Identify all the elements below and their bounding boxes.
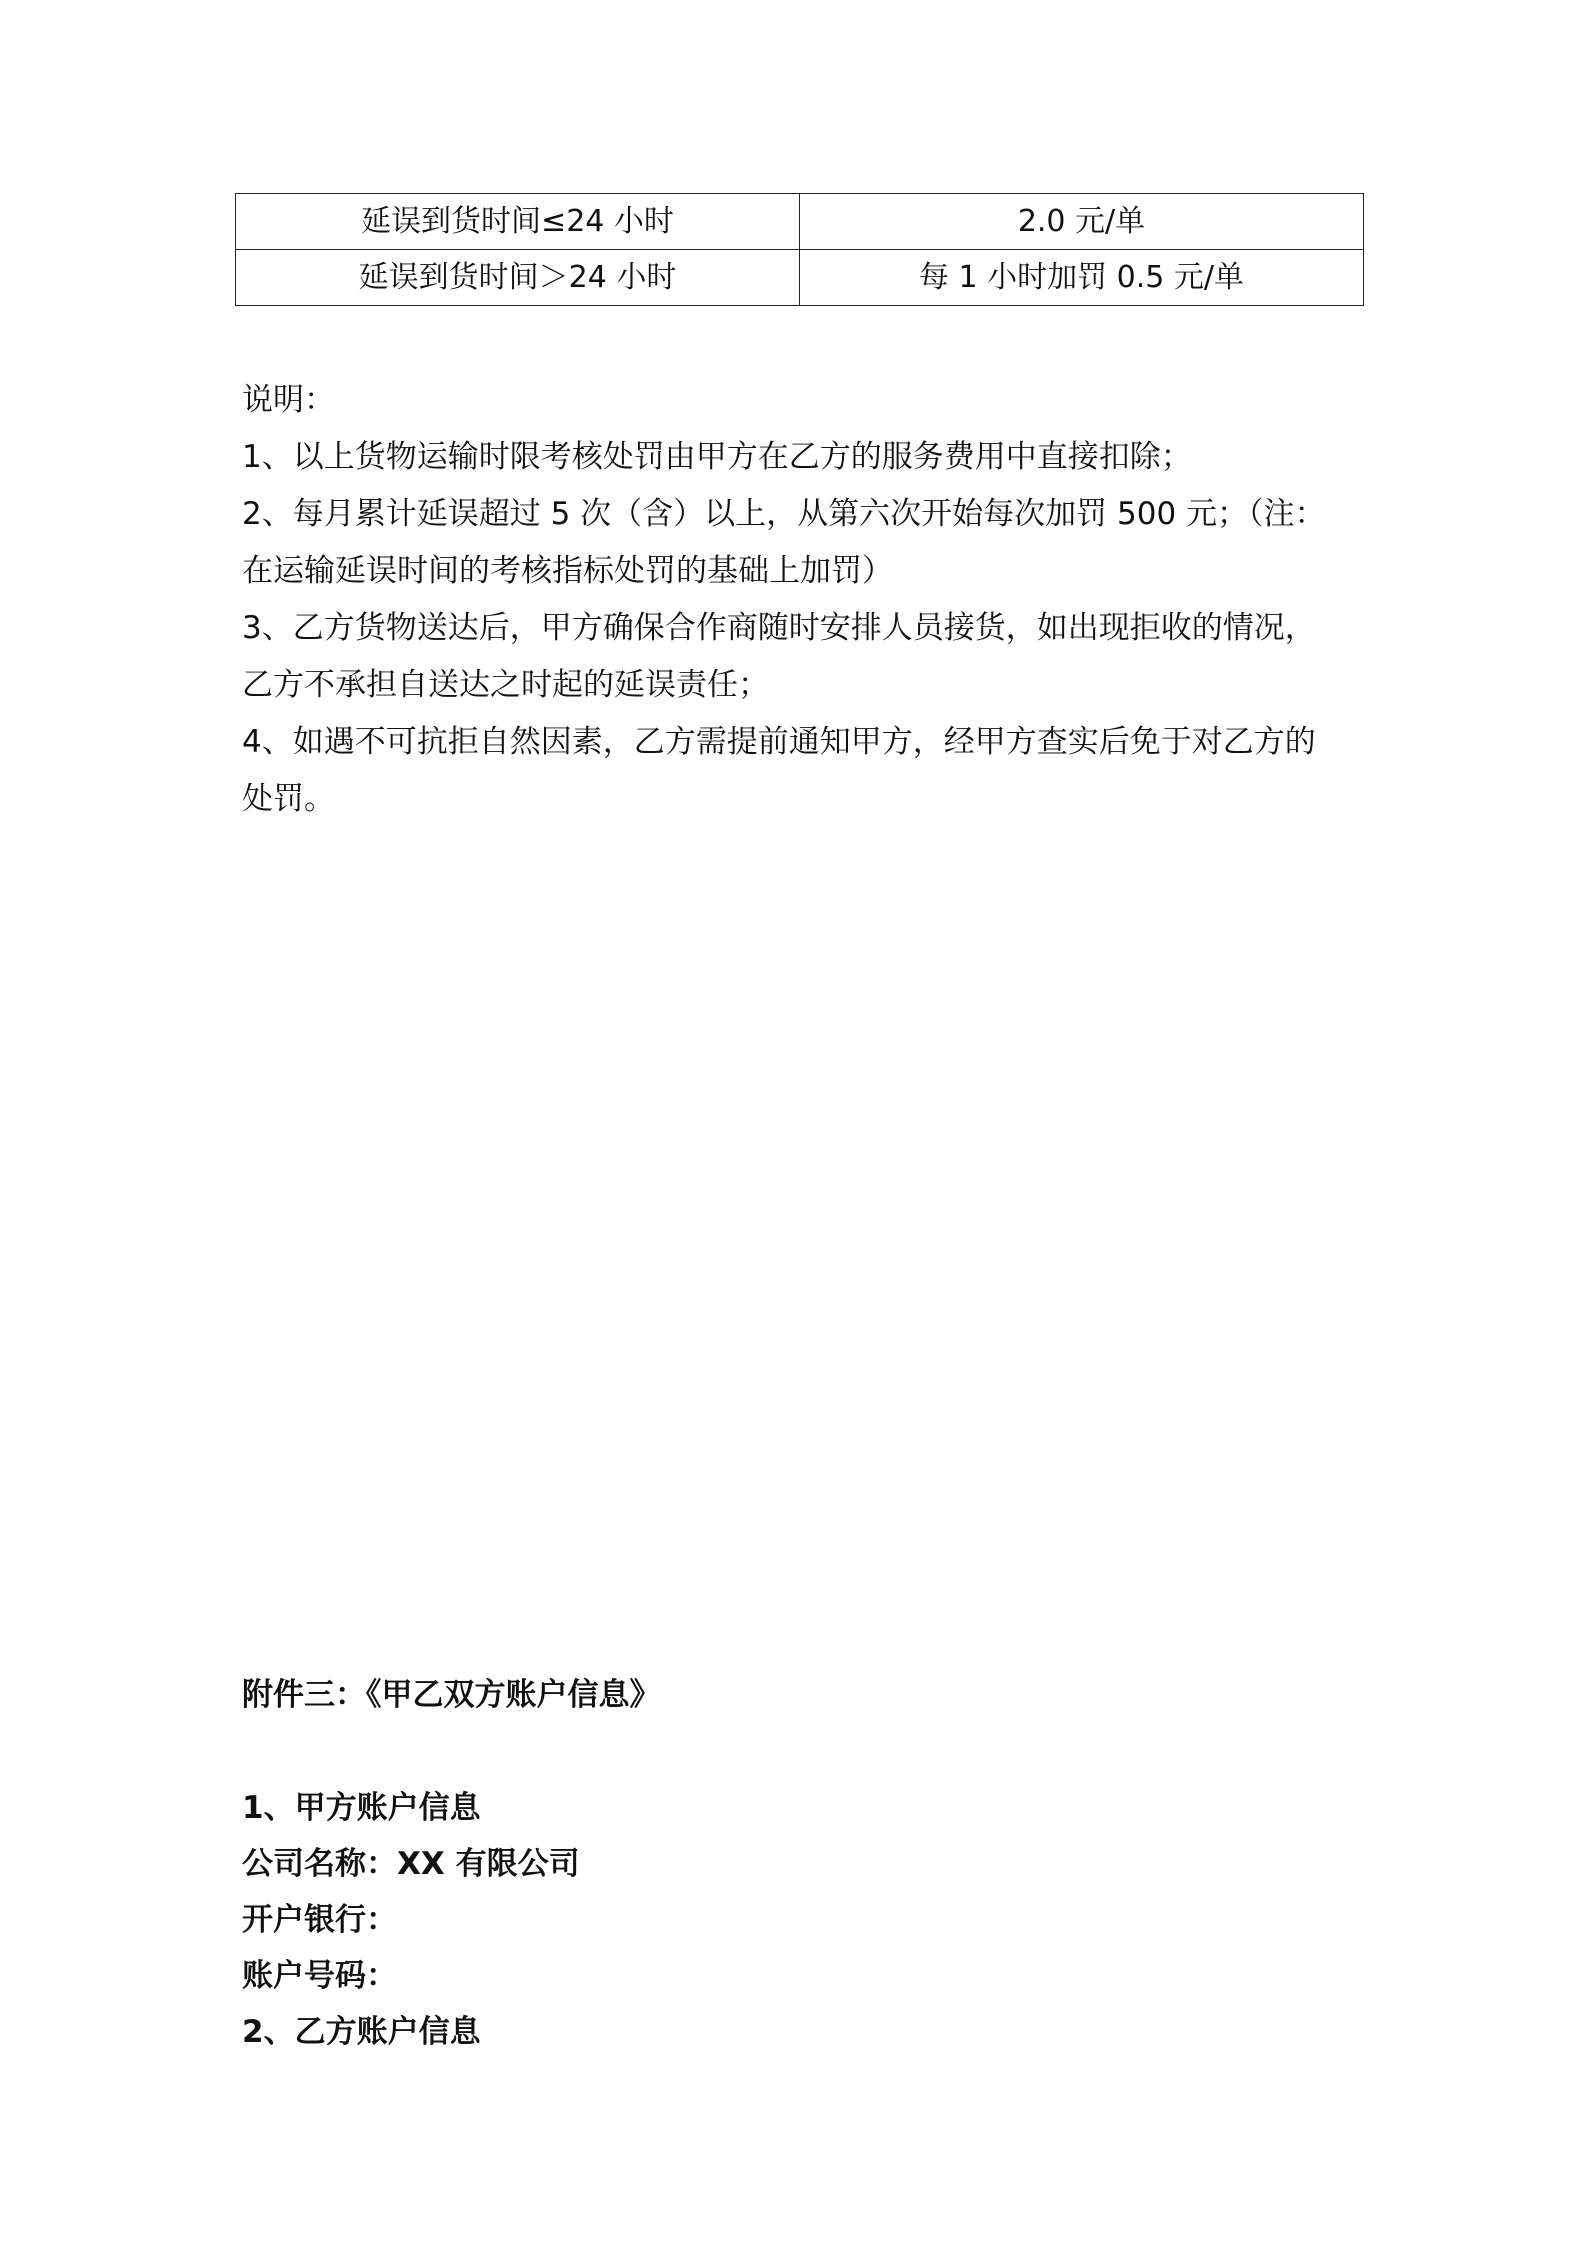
penalty-amount-cell: 2.0 元/单 [800, 194, 1364, 250]
bank-line: 开户银行： [242, 1902, 397, 1938]
account-number-line: 账户号码： [242, 1958, 397, 1994]
note-item-2-line-2: 在运输延误时间的考核指标处罚的基础上加罚） [242, 553, 893, 589]
note-item-4-line-2: 处罚。 [242, 781, 335, 817]
penalty-amount-cell: 每 1 小时加罚 0.5 元/单 [800, 250, 1364, 306]
note-item-2-line-1: 2、每月累计延误超过 5 次（含）以上，从第六次开始每次加罚 500 元；（注： [242, 496, 1326, 532]
table-row [236, 250, 1364, 306]
note-item-3-line-2: 乙方不承担自送达之时起的延误责任； [242, 667, 769, 703]
company-name-line: 公司名称：XX 有限公司 [242, 1846, 580, 1882]
notes-section [242, 372, 1367, 828]
penalty-table [235, 193, 1364, 306]
party-a-heading: 1、甲方账户信息 [242, 1790, 481, 1826]
note-item-1: 1、以上货物运输时限考核处罚由甲方在乙方的服务费用中直接扣除； [242, 439, 1192, 475]
attachment-section [242, 1667, 1367, 2060]
attachment-title: 附件三：《甲乙双方账户信息》 [242, 1677, 661, 1713]
delay-condition-cell: 延误到货时间＞24 小时 [236, 250, 800, 306]
party-b-heading: 2、乙方账户信息 [242, 2014, 481, 2050]
note-item-3-line-1: 3、乙方货物送达后，甲方确保合作商随时安排人员接货，如出现拒收的情况， [242, 610, 1316, 646]
notes-heading: 说明： [242, 382, 335, 418]
table-row [236, 194, 1364, 250]
note-item-4-line-1: 4、如遇不可抗拒自然因素，乙方需提前通知甲方，经甲方查实后免于对乙方的 [242, 724, 1316, 760]
account-info [242, 1780, 1367, 2060]
delay-condition-cell: 延误到货时间≤24 小时 [236, 194, 800, 250]
